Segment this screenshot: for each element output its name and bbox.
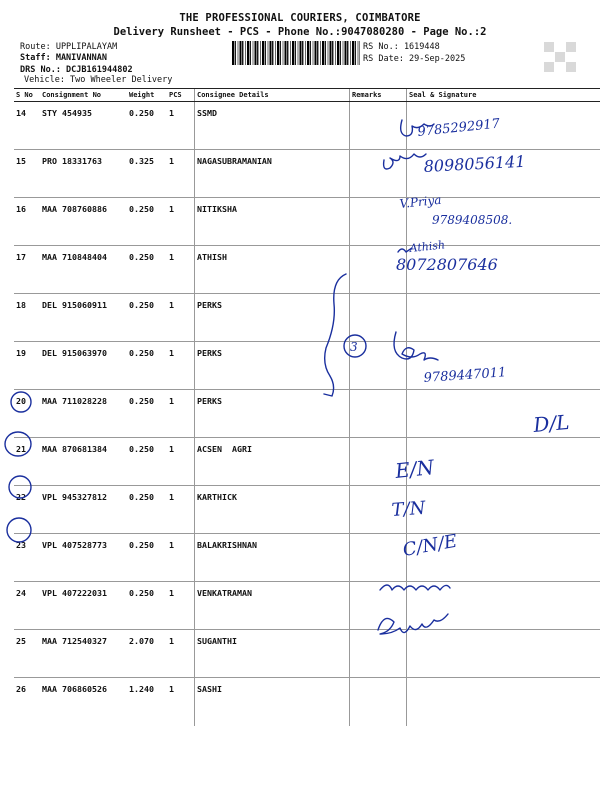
barcode-bar — [235, 41, 236, 65]
row-weight: 0.250 — [127, 294, 167, 342]
barcode-bar — [337, 41, 339, 65]
barcode-bar — [250, 41, 251, 65]
row-remarks — [350, 486, 407, 534]
delivery-table — [14, 88, 600, 726]
handwritten-phone: 8072807646 — [396, 255, 498, 274]
barcode-bar — [240, 41, 242, 65]
col-consignee-header: Consignee Details — [195, 89, 350, 102]
barcode-bar — [255, 41, 257, 65]
corner-mark — [544, 42, 554, 52]
table-row — [14, 534, 600, 582]
row-signature — [407, 342, 600, 390]
barcode-bar — [272, 41, 273, 65]
col-weight-header: Weight — [127, 89, 167, 102]
barcode-bar — [242, 41, 243, 65]
row-signature — [407, 486, 600, 534]
row-consignee: VENKATRAMAN — [195, 582, 350, 630]
row-consignee: PERKS — [195, 294, 350, 342]
vehicle-label: Vehicle: Two Wheeler Delivery — [24, 75, 173, 85]
row-signature — [407, 678, 600, 727]
barcode-bar — [317, 41, 318, 65]
row-remarks — [350, 342, 407, 390]
barcode-bar — [320, 41, 321, 65]
row-weight: 2.070 — [127, 630, 167, 678]
barcode-bar — [265, 41, 266, 65]
row-weight: 0.250 — [127, 342, 167, 390]
barcode-bar — [328, 41, 329, 65]
barcode-bar — [238, 41, 239, 65]
table-row — [14, 342, 600, 390]
row-remarks — [350, 390, 407, 438]
row-sno: 18 — [14, 294, 40, 342]
row-signature — [407, 150, 600, 198]
barcode-bar — [292, 41, 294, 65]
row-remarks — [350, 678, 407, 727]
barcode-bar — [313, 41, 314, 65]
barcode-bar — [315, 41, 317, 65]
barcode-bar — [298, 41, 299, 65]
row-weight: 0.250 — [127, 390, 167, 438]
barcode-bar — [262, 41, 264, 65]
row-consignment: STY 454935 — [40, 102, 127, 150]
row-pcs: 1 — [167, 102, 195, 150]
row-sno: 19 — [14, 342, 40, 390]
barcode-bar — [287, 41, 288, 65]
handwritten-mark: C/N/E — [401, 530, 459, 561]
barcode-bar — [232, 41, 234, 65]
row-signature — [407, 246, 600, 294]
barcode-bar — [340, 41, 341, 65]
row-consignment: VPL 407222031 — [40, 582, 127, 630]
table-row — [14, 390, 600, 438]
barcode-bar — [358, 41, 359, 65]
row-pcs: 1 — [167, 198, 195, 246]
col-seal-header: Seal & Signature — [407, 89, 600, 102]
row-weight: 0.250 — [127, 198, 167, 246]
row-sno: 16 — [14, 198, 40, 246]
row-consignee: NAGASUBRAMANIAN — [195, 150, 350, 198]
staff-label: Staff: MANIVANNAN — [20, 53, 107, 63]
corner-mark — [555, 52, 565, 62]
barcode-bar — [257, 41, 258, 65]
barcode-bar — [245, 41, 246, 65]
row-pcs: 1 — [167, 486, 195, 534]
row-consignee: SSMD — [195, 102, 350, 150]
row-sno: 23 — [14, 534, 40, 582]
table-row — [14, 678, 600, 727]
row-signature — [407, 390, 600, 438]
table-row — [14, 582, 600, 630]
row-weight: 0.250 — [127, 438, 167, 486]
row-sno: 25 — [14, 630, 40, 678]
row-signature — [407, 630, 600, 678]
row-weight: 0.250 — [127, 534, 167, 582]
col-sno-header: S No — [14, 89, 40, 102]
barcode-bar — [325, 41, 326, 65]
corner-mark — [544, 62, 554, 72]
row-consignment: VPL 407528773 — [40, 534, 127, 582]
row-consignee: NITIKSHA — [195, 198, 350, 246]
barcode-bar — [290, 41, 291, 65]
handwritten-mark: E/N — [394, 455, 436, 483]
row-signature — [407, 198, 600, 246]
corner-mark — [566, 62, 576, 72]
row-consignment: MAA 711028228 — [40, 390, 127, 438]
row-weight: 0.325 — [127, 150, 167, 198]
row-sno: 21 — [14, 438, 40, 486]
handwritten-name: V.Priya — [398, 192, 443, 211]
handwritten-mark: T/N — [390, 497, 427, 521]
barcode-bar — [305, 41, 306, 65]
barcode-bar — [352, 41, 354, 65]
row-consignee: PERKS — [195, 342, 350, 390]
row-remarks — [350, 438, 407, 486]
barcode-bar — [247, 41, 249, 65]
row-pcs: 1 — [167, 630, 195, 678]
handwritten-phone: 8098056141 — [423, 151, 526, 176]
row-remarks — [350, 246, 407, 294]
row-consignee: KARTHICK — [195, 486, 350, 534]
barcode-bar — [285, 41, 287, 65]
row-remarks — [350, 198, 407, 246]
row-signature — [407, 438, 600, 486]
barcode-bar — [350, 41, 351, 65]
row-pcs: 1 — [167, 534, 195, 582]
row-weight: 0.250 — [127, 486, 167, 534]
table-row — [14, 150, 600, 198]
table-row — [14, 630, 600, 678]
row-consignment: DEL 915063970 — [40, 342, 127, 390]
row-pcs: 1 — [167, 390, 195, 438]
barcode — [232, 41, 360, 65]
table-row — [14, 198, 600, 246]
barcode-bar — [275, 41, 276, 65]
row-signature — [407, 534, 600, 582]
barcode-bar — [270, 41, 272, 65]
row-remarks — [350, 102, 407, 150]
row-sno: 26 — [16, 684, 26, 694]
row-sno: 20 — [14, 390, 40, 438]
barcode-bar — [277, 41, 279, 65]
row-pcs: 1 — [167, 294, 195, 342]
row-remarks — [350, 582, 407, 630]
row-consignment: MAA 706860526 — [42, 684, 107, 694]
barcode-bar — [260, 41, 261, 65]
row-remarks — [350, 630, 407, 678]
corner-mark — [566, 42, 576, 52]
row-weight: 0.250 — [127, 246, 167, 294]
barcode-bar — [310, 41, 311, 65]
row-consignee: PERKS — [195, 390, 350, 438]
row-sno: 15 — [14, 150, 40, 198]
barcode-bar — [300, 41, 302, 65]
row-weight: 0.250 — [127, 582, 167, 630]
route-label: Route: UPPLIPALAYAM — [20, 42, 118, 52]
barcode-bar — [335, 41, 336, 65]
row-pcs: 1 — [169, 684, 174, 694]
row-signature — [407, 294, 600, 342]
barcode-bar — [280, 41, 281, 65]
row-pcs: 1 — [167, 582, 195, 630]
barcode-bar — [302, 41, 303, 65]
row-consignee: SUGANTHI — [195, 630, 350, 678]
company-title: THE PROFESSIONAL COURIERS, COIMBATORE — [179, 12, 421, 24]
barcode-bar — [295, 41, 296, 65]
row-consignment: MAA 712540327 — [40, 630, 127, 678]
table-row — [14, 486, 600, 534]
row-consignee: ATHISH — [195, 246, 350, 294]
row-sno: 14 — [14, 102, 40, 150]
row-consignment: PRO 18331763 — [40, 150, 127, 198]
row-pcs: 1 — [167, 438, 195, 486]
handwritten-phone: 9789447011 — [423, 365, 507, 386]
row-pcs: 1 — [167, 246, 195, 294]
row-pcs: 1 — [167, 342, 195, 390]
row-sno: 24 — [14, 582, 40, 630]
barcode-bar — [322, 41, 324, 65]
handwritten-name: Athish — [408, 238, 446, 255]
row-sno: 17 — [14, 246, 40, 294]
runsheet-subtitle: Delivery Runsheet - PCS - Phone No.:9047080280 - Page No.:2 — [113, 26, 487, 38]
table-row — [14, 102, 600, 150]
row-consignment: MAA 708760886 — [40, 198, 127, 246]
col-consignment-header: Consignment No — [40, 89, 127, 102]
barcode-bar — [283, 41, 284, 65]
barcode-bar — [253, 41, 254, 65]
handwritten-phone: 9785292917 — [416, 116, 501, 140]
col-pcs-header: PCS — [167, 89, 195, 102]
col-remarks-header: Remarks — [350, 89, 407, 102]
barcode-bar — [360, 41, 361, 65]
barcode-bar — [307, 41, 309, 65]
row-remarks — [350, 534, 407, 582]
row-consignment: VPL 945327812 — [40, 486, 127, 534]
handwritten-mark: D/L — [532, 409, 571, 437]
row-consignee: ACSEN AGRI — [195, 438, 350, 486]
rs-number: RS No.: 1619448 — [363, 42, 440, 52]
drs-number: DRS No.: DCJB161944802 — [20, 65, 133, 75]
table-row — [14, 294, 600, 342]
barcode-bar — [345, 41, 347, 65]
barcode-bar — [330, 41, 332, 65]
rs-date: RS Date: 29-Sep-2025 — [363, 54, 466, 64]
handwritten-phone: 9789408508. — [432, 213, 513, 227]
table-header-row — [14, 89, 600, 102]
barcode-bar — [343, 41, 344, 65]
row-signature — [407, 102, 600, 150]
row-weight: 0.250 — [127, 102, 167, 150]
row-consignment: DEL 915060911 — [40, 294, 127, 342]
barcode-bar — [268, 41, 269, 65]
handwritten-count: 3 — [350, 340, 358, 354]
barcode-bar — [355, 41, 356, 65]
barcode-bar — [332, 41, 333, 65]
row-remarks — [350, 150, 407, 198]
row-sno: 22 — [14, 486, 40, 534]
table-row — [14, 438, 600, 486]
row-signature — [407, 582, 600, 630]
row-consignment: MAA 710848404 — [40, 246, 127, 294]
barcode-bar — [347, 41, 348, 65]
row-consignee: SASHI — [195, 678, 350, 727]
row-weight: 1.240 — [129, 684, 154, 694]
table-row — [14, 246, 600, 294]
row-consignment: MAA 870681384 — [40, 438, 127, 486]
row-pcs: 1 — [167, 150, 195, 198]
row-consignee: BALAKRISHNAN — [195, 534, 350, 582]
row-remarks — [350, 294, 407, 342]
